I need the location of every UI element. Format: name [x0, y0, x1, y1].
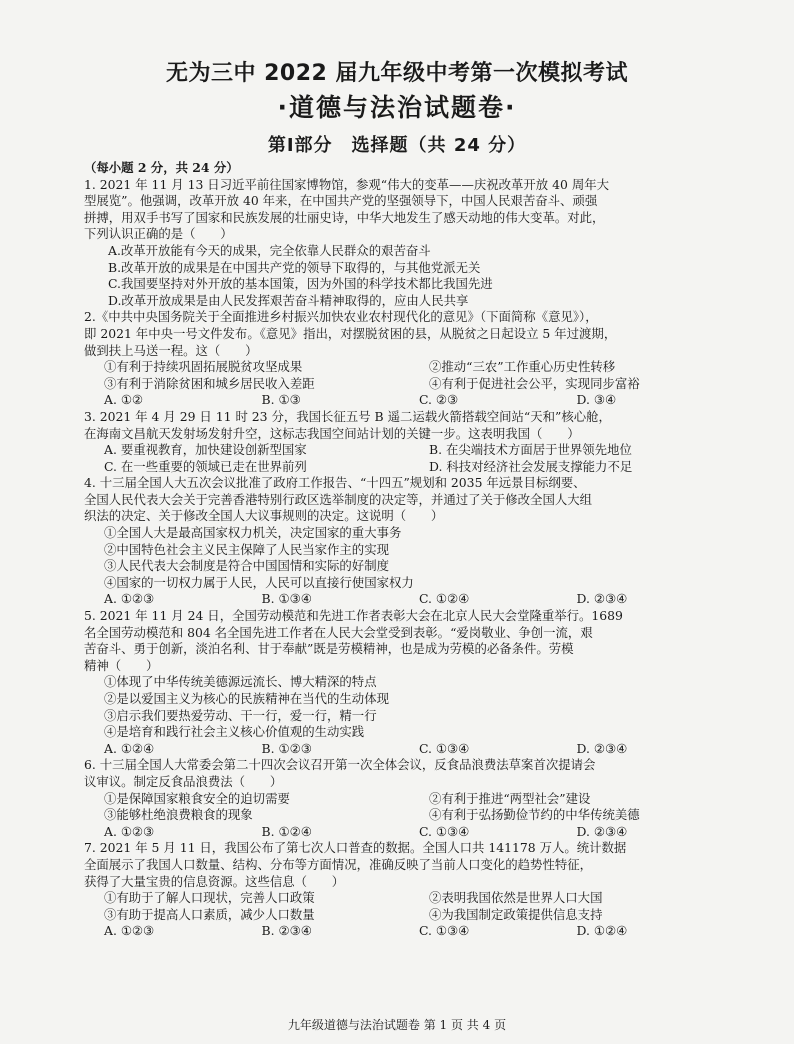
question-line: 精神（ ） — [84, 657, 159, 673]
choice-c: C. ①③④ — [419, 740, 470, 756]
question-line: 4. 十三届全国人大五次会议批准了政府工作报告、“十四五”规划和 2035 年远景目标纲要、 — [84, 475, 586, 491]
question-line: 在海南文昌航天发射场发射升空，这标志我国空间站计划的关键一步。这表明我国（ ） — [84, 425, 580, 441]
question-line: 苦奋斗、勇于创新，淡泊名利、甘于奉献”既是劳模精神，也是成为劳模的必备条件。劳模 — [84, 641, 574, 657]
choice-b: B. ①③④ — [261, 591, 312, 607]
question-3 — [84, 409, 734, 475]
statement-row — [84, 907, 734, 924]
question-5 — [84, 608, 734, 757]
question-7 — [84, 840, 734, 940]
statement-row — [84, 359, 734, 376]
statement: ④为我国制定政策提供信息支持 — [429, 906, 603, 922]
exam-title: 无为三中 2022 届九年级中考第一次模拟考试 — [165, 61, 629, 86]
question-line: 拼搏，用双手书写了国家和民族发展的壮丽史诗，中华大地发生了感天动地的伟大变革。对此， — [84, 209, 605, 225]
question-line: 获得了大量宝贵的信息资源。这些信息（ ） — [84, 873, 345, 889]
statement-row — [84, 890, 734, 907]
statement: ①全国人大是最高国家权力机关，决定国家的重大事务 — [104, 525, 402, 541]
question-line: 全面展示了我国人口数量、结构、分布等方面情况，准确反映了当前人口变化的趋势性特征， — [84, 856, 593, 872]
option-a: A.改革开放能有今天的成果，完全依靠人民群众的艰苦奋斗 — [108, 242, 431, 258]
question-6 — [84, 757, 734, 840]
statement-row — [84, 376, 734, 393]
answer-choices — [84, 923, 734, 940]
statement: ④国家的一切权力属于人民，人民可以直接行使国家权力 — [104, 574, 414, 590]
question-line: 6. 十三届全国人大常委会第二十四次会议召开第一次全体会议，反食品浪费法草案首次提请会 — [84, 757, 596, 773]
statement: ②有利于推进“两型社会”建设 — [429, 790, 591, 806]
choice-c: C. ②③ — [419, 392, 459, 408]
choice-d: D. ①②④ — [576, 923, 628, 939]
question-content — [84, 160, 734, 940]
option-b: B.改革开放的成果是在中国共产党的领导下取得的，与其他党派无关 — [108, 259, 481, 275]
statement: ①体现了中华传统美德源远流长、博大精深的特点 — [104, 674, 377, 690]
option-c: C. 在一些重要的领域已走在世界前列 — [104, 458, 307, 474]
statement: ①有利于持续巩固拓展脱贫攻坚成果 — [104, 359, 303, 375]
option-row — [84, 442, 734, 459]
statement: ③能够杜绝浪费粮食的现象 — [104, 807, 253, 823]
statement: ①是保障国家粮食安全的迫切需要 — [104, 790, 290, 806]
answer-choices — [84, 392, 734, 409]
choice-b: B. ①③ — [261, 392, 301, 408]
choice-d: D. ③④ — [576, 392, 617, 408]
statement-row — [84, 791, 734, 808]
question-line: 即 2021 年中央一号文件发布。《意见》指出，对摆脱贫困的县，从脱贫之日起设立 5 年过渡期， — [84, 325, 617, 341]
statement: ①有助于了解人口现状，完善人口政策 — [104, 890, 315, 906]
statement: ③人民代表大会制度是符合中国国情和实际的好制度 — [104, 558, 389, 574]
question-line: 1. 2021 年 11 月 13 日习近平前往国家博物馆，参观“伟大的变革——庆祝改革开放 40 周年大 — [84, 176, 609, 192]
choice-c: C. ①③④ — [419, 923, 470, 939]
choice-d: D. ②③④ — [576, 740, 628, 756]
choice-d: D. ②③④ — [576, 591, 628, 607]
choice-a: A. ①② — [104, 392, 144, 408]
question-2 — [84, 309, 734, 409]
answer-choices — [84, 741, 734, 758]
question-line: 7. 2021 年 5 月 11 日，我国公布了第七次人口普查的数据。全国人口共 141178 万人。统计数据 — [84, 840, 627, 856]
statement: ③有助于提高人口素质，减少人口数量 — [104, 906, 315, 922]
question-line: 5. 2021 年 11 月 24 日，全国劳动模范和先进工作者表彰大会在北京人民大会堂隆重举行。1689 — [84, 608, 623, 624]
statement: ②中国特色社会主义民主保障了人民当家作主的实现 — [104, 541, 389, 557]
question-line: 2.《中共中央国务院关于全面推进乡村振兴加快农业农村现代化的意见》（下面简称《意见》）， — [84, 309, 598, 325]
statement: ④有利于促进社会公平，实现同步富裕 — [429, 375, 640, 391]
statement-row — [84, 807, 734, 824]
answer-choices — [84, 824, 734, 841]
question-line: 3. 2021 年 4 月 29 日 11 时 23 分，我国长征五号 B 遥二运载火箭搭载空间站“天和”核心舱， — [84, 408, 611, 424]
statement: ②表明我国依然是世界人口大国 — [429, 890, 603, 906]
question-line: 议审议。制定反食品浪费法（ ） — [84, 773, 283, 789]
statement: ②推动“三农”工作重心历史性转移 — [429, 359, 616, 375]
question-line: 下列认识正确的是（ ） — [84, 226, 233, 242]
question-4 — [84, 475, 734, 608]
option-d: D. 科技对经济社会发展支撑能力不足 — [429, 458, 633, 474]
page-footer: 九年级道德与法治试题卷 第 1 页 共 4 页 — [287, 1018, 507, 1032]
question-line: 全国人民代表大会关于完善香港特别行政区选举制度的决定等，并通过了关于修改全国人大组 — [84, 491, 593, 507]
option-b: B. 在尖端技术方面居于世界领先地位 — [429, 442, 632, 458]
option-d: D.改革开放成果是由人民发挥艰苦奋斗精神取得的，应由人民共享 — [108, 292, 469, 308]
question-line: 织法的决定、关于修改全国人大议事规则的决定。这说明（ ） — [84, 508, 444, 524]
choice-b: B. ①②③ — [261, 740, 312, 756]
choice-a: A. ①②③ — [104, 923, 155, 939]
choice-a: A. ①②③ — [104, 823, 155, 839]
choice-c: C. ①②④ — [419, 591, 470, 607]
question-line: 型展览”。他强调，改革开放 40 年来，在中国共产党的坚强领导下，中国人民艰苦奋斗、顽强 — [84, 193, 598, 209]
statement: ④是培育和践行社会主义核心价值观的生动实践 — [104, 724, 365, 740]
choice-b: B. ②③④ — [261, 923, 312, 939]
choice-c: C. ①③④ — [419, 823, 470, 839]
section-title: 第Ⅰ部分 选择题（共 24 分） — [267, 135, 527, 156]
choice-b: B. ①②④ — [261, 823, 312, 839]
statement: ②是以爱国主义为核心的民族精神在当代的生动体现 — [104, 691, 389, 706]
scoring-note: （每小题 2 分，共 24 分） — [84, 160, 239, 175]
choice-a: A. ①②③ — [104, 591, 155, 607]
choice-d: D. ②③④ — [576, 823, 628, 839]
question-line: 做到扶上马送一程。这（ ） — [84, 342, 258, 358]
statement: ③有利于消除贫困和城乡居民收入差距 — [104, 375, 315, 391]
question-1 — [84, 177, 734, 310]
option-row — [84, 459, 734, 476]
statement: ③启示我们要热爱劳动、干一行，爱一行，精一行 — [104, 707, 377, 723]
statement: ④有利于弘扬勤俭节约的中华传统美德 — [429, 807, 640, 823]
exam-subtitle: ·道德与法治试题卷· — [277, 93, 517, 122]
choice-a: A. ①②④ — [104, 740, 155, 756]
option-c: C.我国要坚持对外开放的基本国策，因为外国的科学技术都比我国先进 — [108, 276, 493, 292]
question-line: 名全国劳动模范和 804 名全国先进工作者在人民大会堂受到表彰。“爱岗敬业、争创一流，艰 — [84, 624, 593, 640]
option-a: A. 要重视教育，加快建设创新型国家 — [104, 442, 307, 458]
answer-choices — [84, 591, 734, 608]
